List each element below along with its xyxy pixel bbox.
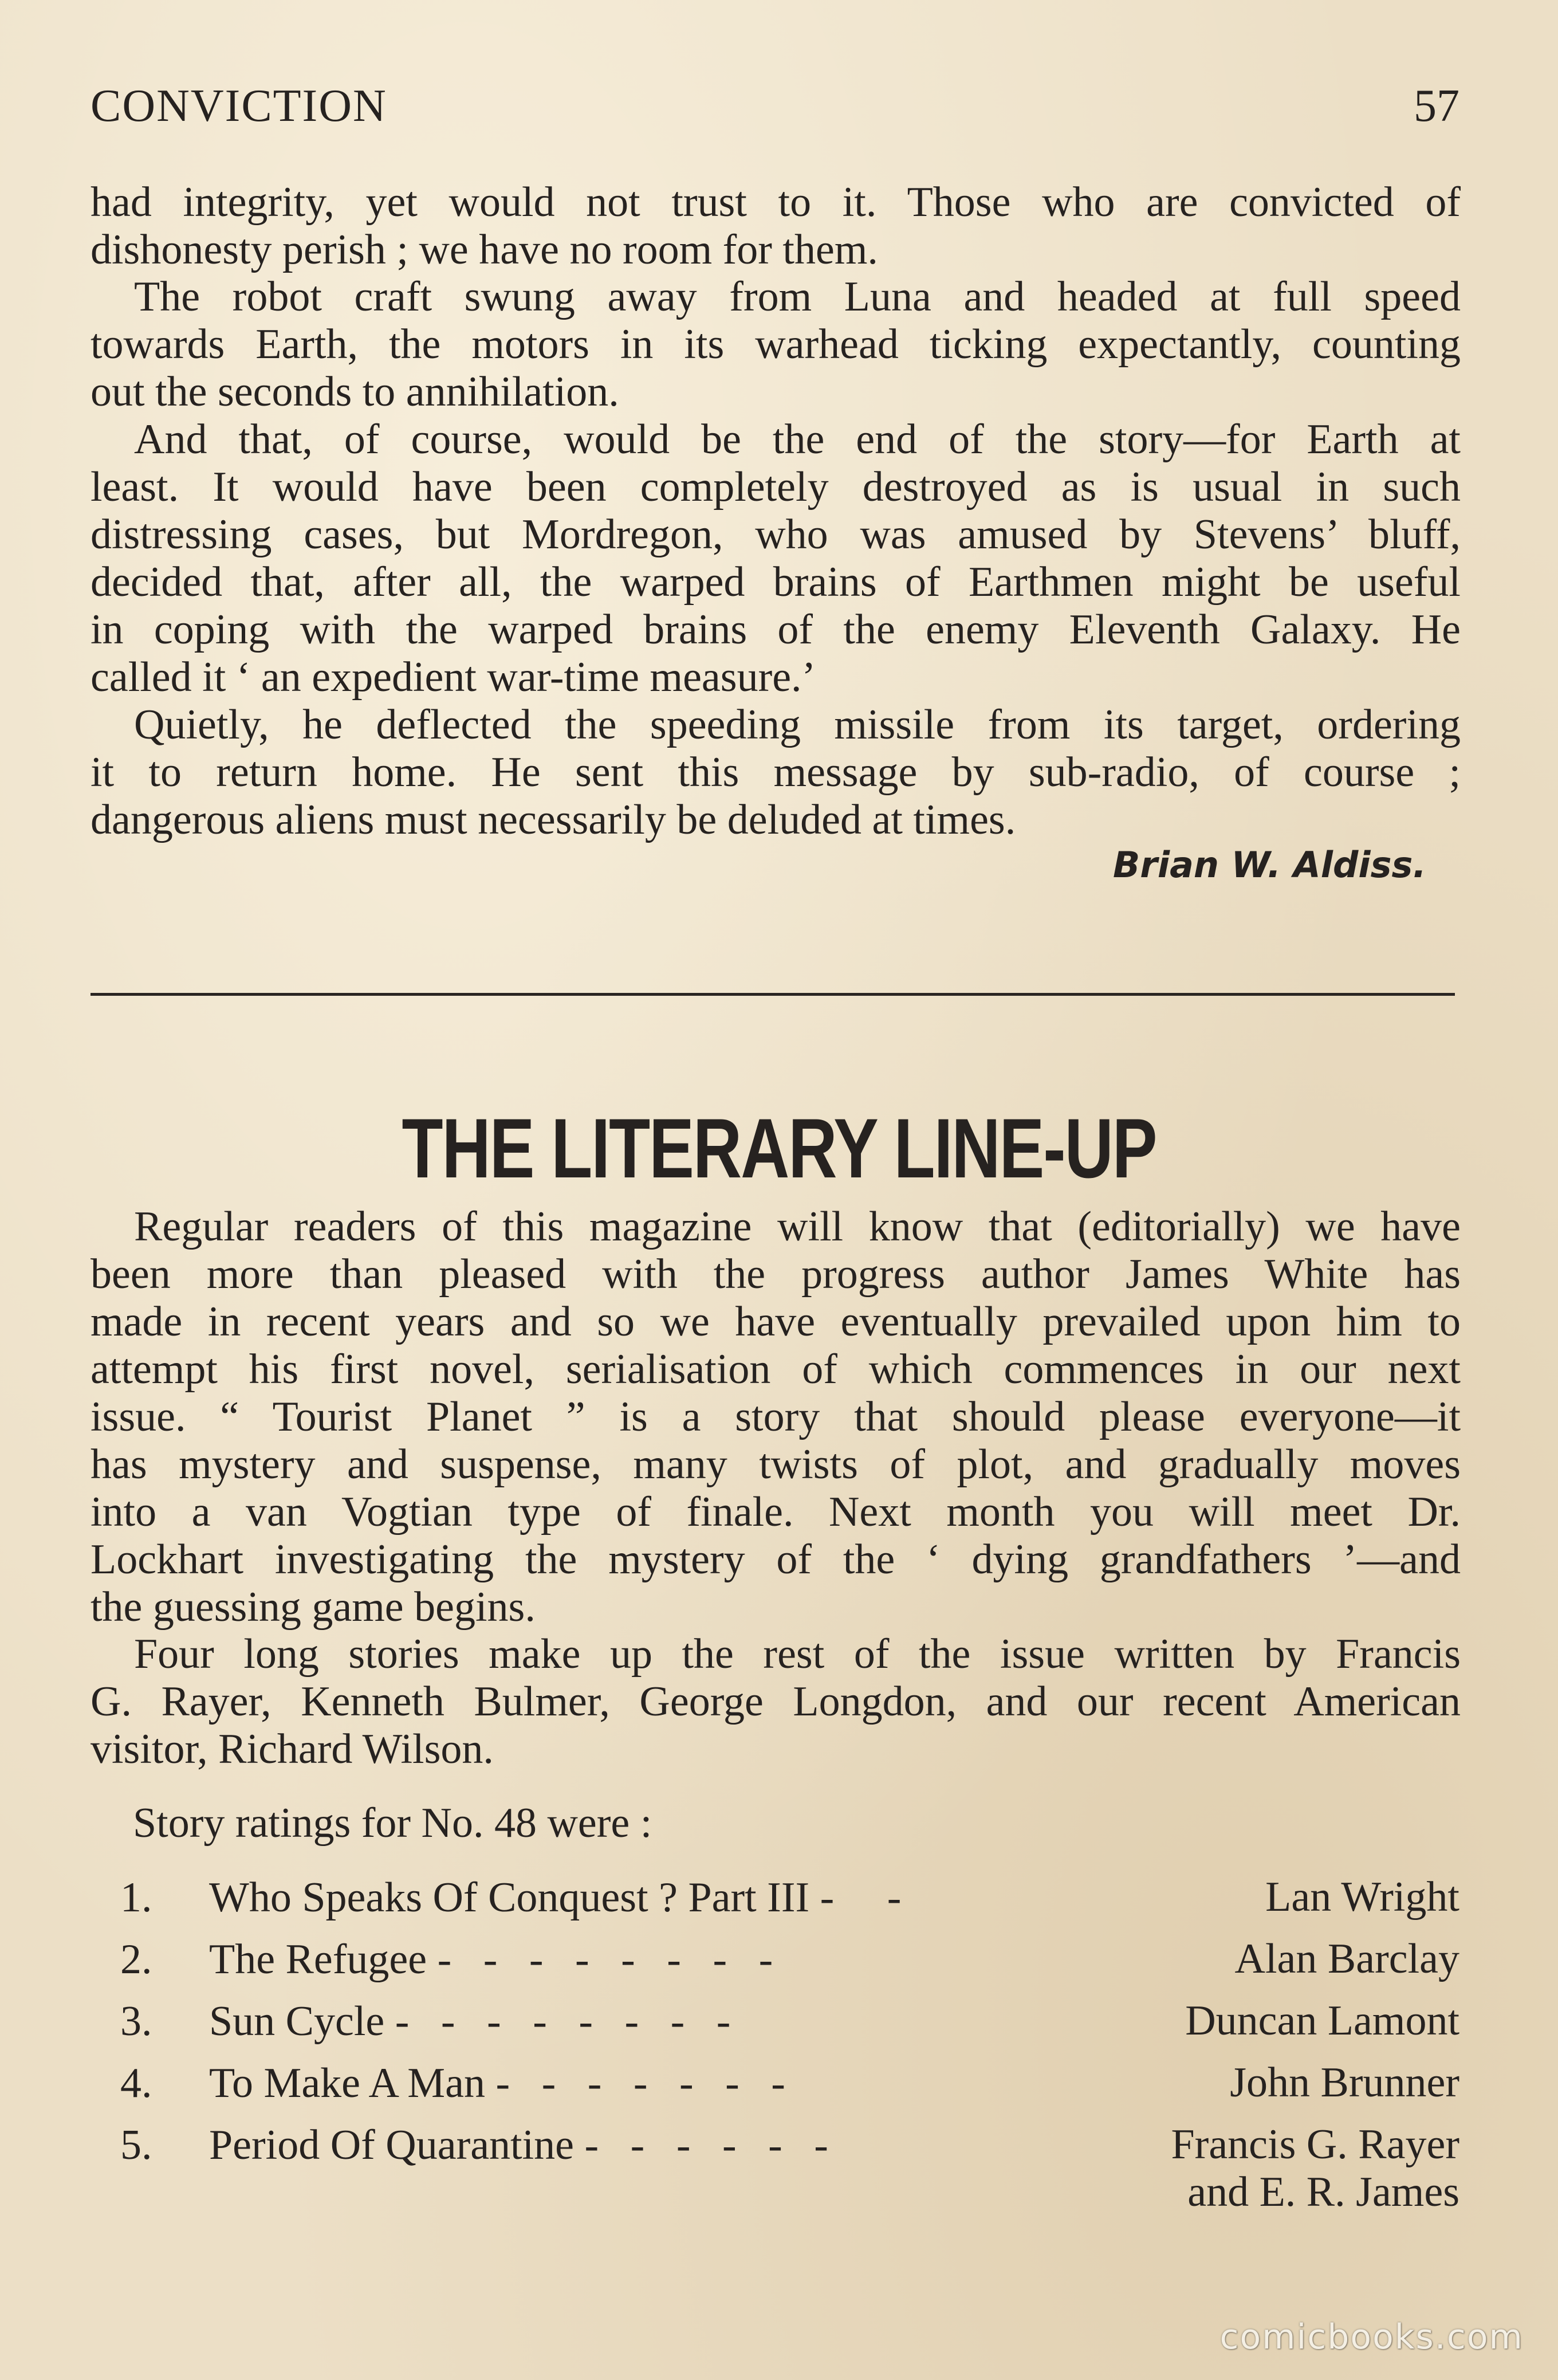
text-line: dangerous aliens must necessarily be deluded at times. <box>91 796 1016 843</box>
rating-author: Duncan Lamont <box>1185 1997 1459 2044</box>
text-line: been more than pleased with the progress author James White has <box>91 1251 1461 1298</box>
text-line: G. Rayer, Kenneth Bulmer, George Longdon, and our recent American <box>91 1678 1461 1725</box>
section-divider <box>91 993 1455 996</box>
text-line: The robot craft swung away from Luna and headed at full speed <box>134 273 1461 320</box>
ratings-intro: Story ratings for No. 48 were : <box>133 1800 652 1847</box>
text-line: in coping with the warped brains of the enemy Eleventh Galaxy. He <box>91 606 1461 653</box>
text-line: it to return home. He sent this message by sub-radio, of course ; <box>91 749 1461 796</box>
text-line: least. It would have been completely destroyed as is usual in such <box>91 464 1461 510</box>
rating-author: Francis G. Rayer and E. R. James <box>1171 2121 1459 2216</box>
running-head-title: CONVICTION <box>91 81 387 131</box>
text-line: Regular readers of this magazine will know that (editorially) we have <box>134 1203 1461 1250</box>
text-line: Four long stories make up the rest of the issue written by Francis <box>134 1631 1461 1678</box>
text-line: attempt his first novel, serialisation of which commences in our next <box>91 1346 1461 1393</box>
text-line: had integrity, yet would not trust to it. Those who are convicted of <box>91 179 1461 226</box>
paragraph <box>91 701 1461 844</box>
watermark: comicbooks.com <box>1219 2317 1524 2357</box>
text-line: has mystery and suspense, many twists of plot, and gradually moves <box>91 1441 1461 1488</box>
rating-title: Period Of Quarantine - - - - - - <box>209 2122 828 2169</box>
rating-row <box>120 2121 1459 2230</box>
rating-title: The Refugee - - - - - - - - <box>209 1936 773 1983</box>
paragraph <box>91 1203 1461 1631</box>
page-number: 57 <box>1414 81 1459 131</box>
running-head <box>91 80 1459 138</box>
section-heading: THE LITERARY LINE-UP <box>402 1101 1156 1196</box>
text-line: towards Earth, the motors in its warhead ticking expectantly, counting <box>91 321 1461 368</box>
text-line: the guessing game begins. <box>91 1584 536 1631</box>
rating-author: Alan Barclay <box>1234 1935 1459 1982</box>
rating-title: Who Speaks Of Conquest ? Part III - - <box>209 1874 902 1921</box>
paragraph <box>91 179 1461 274</box>
rating-number: 2. <box>120 1936 152 1983</box>
text-line: called it ‘ an expedient war-time measure.’ <box>91 654 816 701</box>
text-line: into a van Vogtian type of finale. Next month you will meet Dr. <box>91 1489 1461 1535</box>
text-line: And that, of course, would be the end of the story—for Earth at <box>134 416 1461 463</box>
rating-row <box>120 2059 1459 2116</box>
rating-row <box>120 1874 1459 1931</box>
text-line: decided that, after all, the warped brains of Earthmen might be useful <box>91 559 1461 606</box>
text-line: visitor, Richard Wilson. <box>91 1726 494 1773</box>
text-line: Lockhart investigating the mystery of the ‘ dying grandfathers ’—and <box>91 1536 1461 1583</box>
paragraph <box>91 273 1461 416</box>
rating-number: 4. <box>120 2060 152 2107</box>
text-line: out the seconds to annihilation. <box>91 368 619 415</box>
text-line: dishonesty perish ; we have no room for them. <box>91 226 878 273</box>
paragraph <box>91 1631 1461 1773</box>
rating-title: Sun Cycle - - - - - - - - <box>209 1998 731 2045</box>
rating-author: John Brunner <box>1230 2059 1459 2106</box>
rating-number: 3. <box>120 1998 152 2045</box>
paragraph <box>91 416 1461 701</box>
author-byline: Brian W. Aldiss. <box>1112 844 1426 886</box>
text-line: distressing cases, but Mordregon, who was amused by Stevens’ bluff, <box>91 511 1461 558</box>
text-line: issue. “ Tourist Planet ” is a story that should please everyone—it <box>91 1393 1461 1440</box>
rating-author: Lan Wright <box>1265 1874 1459 1921</box>
rating-row <box>120 1935 1459 1993</box>
rating-number: 1. <box>120 1874 152 1921</box>
text-line: Quietly, he deflected the speeding missile from its target, ordering <box>134 701 1461 748</box>
rating-row <box>120 1997 1459 2055</box>
text-line: made in recent years and so we have eventually prevailed upon him to <box>91 1298 1461 1345</box>
rating-title: To Make A Man - - - - - - - <box>209 2060 785 2107</box>
rating-number: 5. <box>120 2122 152 2169</box>
